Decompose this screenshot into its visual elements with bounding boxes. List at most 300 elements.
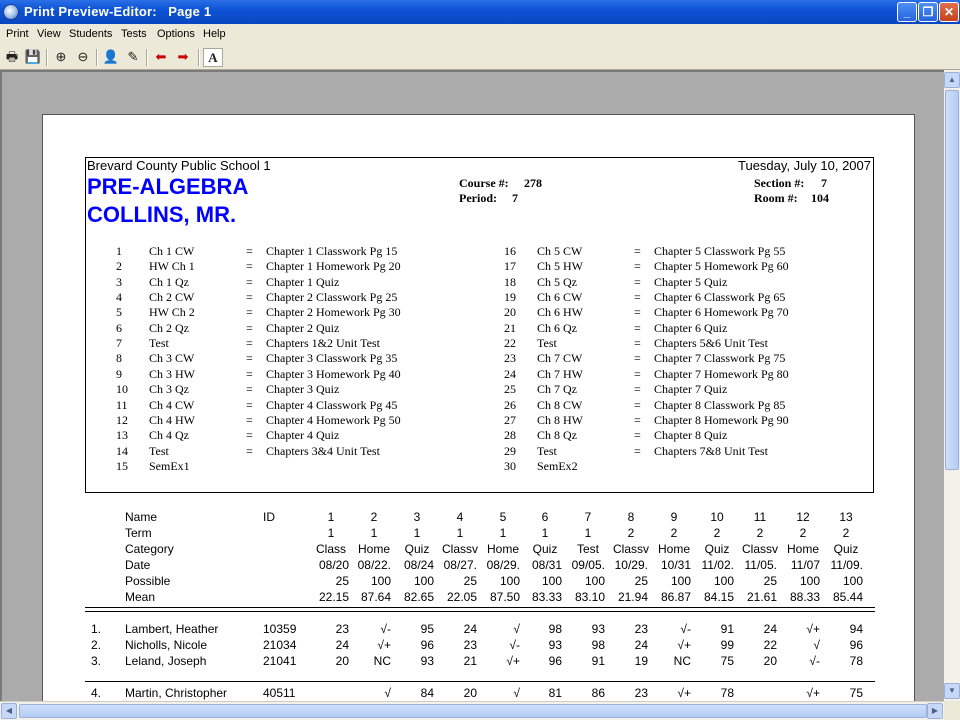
toolbar-separator (46, 49, 48, 66)
assignment-code: Test (537, 336, 557, 351)
student-score: √- (680, 622, 691, 636)
grid-header-cell: 83.10 (574, 590, 605, 604)
grid-header-cell: 83.33 (531, 590, 562, 604)
assignment-number: 28 (504, 428, 516, 443)
assignment-number: 1 (116, 244, 122, 258)
grid-header-cell: Quiz (404, 542, 430, 556)
grid-header-cell: Class (315, 542, 346, 556)
assignment-description: Chapter 3 Classwork Pg 35 (266, 351, 398, 366)
grid-header-cell: 11/02. (701, 558, 734, 572)
assignment-code: Ch 4 Qz (149, 428, 189, 443)
student-score: 23 (634, 622, 648, 636)
grid-header-cell: 22.05 (446, 590, 477, 604)
previous-page-icon[interactable]: ⬅ (155, 49, 167, 64)
menu-students[interactable]: Students (69, 28, 113, 40)
assignment-description: Chapters 1&2 Unit Test (266, 336, 380, 351)
grid-header-cell: 9 (670, 510, 678, 524)
zoom-out-icon[interactable]: ⊖ (77, 49, 89, 64)
vertical-scrollbar[interactable] (944, 70, 960, 701)
toolbar-separator (198, 49, 200, 66)
title-bar[interactable] (0, 0, 960, 24)
assignment-equals: = (634, 274, 641, 289)
grid-header-cell: 100 (670, 574, 691, 588)
course-name: PRE-ALGEBRA (87, 174, 249, 199)
grid-divider (85, 681, 875, 682)
report-date: Tuesday, July 10, 2007 (738, 158, 871, 173)
grid-header-cell: 1 (541, 526, 549, 540)
grid-header-cell: 2 (713, 526, 721, 540)
assignment-description: Chapters 7&8 Unit Test (654, 443, 768, 458)
assignment-equals: = (246, 274, 253, 289)
toolbar (0, 44, 960, 70)
student-score: √+ (677, 638, 691, 652)
grid-header-cell: 11/07 (790, 558, 820, 572)
assignment-code: Test (537, 443, 557, 458)
menu-print[interactable]: Print (6, 28, 29, 40)
assignment-equals: = (634, 259, 641, 274)
assignment-code: Ch 3 HW (149, 366, 195, 381)
assignment-number: 29 (504, 443, 516, 458)
grid-header-cell: 7 (584, 510, 592, 524)
student-score: 99 (720, 638, 734, 652)
grid-divider (85, 611, 875, 612)
student-score: 94 (849, 622, 863, 636)
grid-header-cell: 1 (456, 526, 464, 540)
grid-header-cell: 88.33 (789, 590, 820, 604)
assignment-number: 5 (116, 305, 122, 320)
grid-header-cell: 09/05. (571, 558, 605, 572)
grid-header-cell: 2 (670, 526, 678, 540)
student-score: 20 (335, 654, 349, 668)
grid-header-cell: 1 (327, 510, 335, 524)
assignment-description: Chapter 8 Classwork Pg 85 (654, 397, 786, 412)
grid-header-cell: Home (486, 542, 519, 556)
assignment-description: Chapter 1 Quiz (266, 274, 340, 289)
toolbar-separator (146, 49, 148, 66)
grid-header-cell: 12 (796, 510, 810, 524)
student-score: 78 (849, 654, 863, 668)
assignment-equals: = (634, 412, 641, 427)
student-score: 86 (591, 686, 605, 700)
assignment-equals: = (246, 351, 253, 366)
student-score: 24 (335, 638, 349, 652)
assignment-description: Chapter 3 Quiz (266, 382, 340, 397)
assignment-number: 19 (504, 290, 516, 305)
assignment-code: Ch 8 HW (537, 412, 583, 427)
assignment-description: Chapter 5 Quiz (654, 274, 728, 289)
assignment-number: 2 (116, 259, 122, 274)
assignment-equals: = (246, 320, 253, 335)
student-score: 95 (420, 622, 434, 636)
assignment-description: Chapter 7 Classwork Pg 75 (654, 351, 786, 366)
student-score: 20 (763, 654, 777, 668)
scroll-up-icon[interactable]: ▲ (944, 72, 960, 88)
close-button[interactable]: ✕ (939, 2, 959, 22)
assignment-equals: = (246, 244, 253, 258)
grid-header-cell: 82.65 (403, 590, 434, 604)
assignment-code: Ch 7 CW (537, 351, 583, 366)
assignment-equals: = (246, 366, 253, 381)
id-column-header: ID (263, 510, 275, 524)
assignment-equals: = (246, 382, 253, 397)
grid-row-label: Term (125, 526, 152, 540)
grid-header-cell: 86.87 (660, 590, 691, 604)
assignment-code: Ch 6 CW (537, 290, 583, 305)
teacher-icon[interactable]: 👤 (102, 49, 120, 64)
assignment-equals: = (634, 336, 641, 351)
student-index: 2. (91, 638, 102, 652)
student-score: √- (809, 654, 820, 668)
student-score: √- (509, 638, 520, 652)
assignment-equals: = (246, 290, 253, 305)
student-index: 3. (91, 654, 102, 668)
assignment-number: 3 (116, 274, 122, 289)
student-score: √+ (677, 686, 691, 700)
assignment-number: 6 (116, 320, 122, 335)
student-score: 96 (420, 638, 434, 652)
student-score: √+ (377, 638, 391, 652)
grid-row-label: Date (125, 558, 151, 572)
assignment-code: Ch 3 CW (149, 351, 195, 366)
assignment-number: 13 (116, 428, 128, 443)
assignment-description: Chapter 5 Homework Pg 60 (654, 259, 789, 274)
grid-header-cell: 08/27. (443, 558, 477, 572)
assignment-code: HW Ch 1 (149, 259, 195, 274)
student-score: 23 (463, 638, 477, 652)
student-id: 10359 (263, 622, 297, 636)
assignment-equals: = (246, 412, 253, 427)
preview-area[interactable] (0, 70, 944, 701)
assignment-code: Ch 6 Qz (537, 320, 577, 335)
grid-header-cell: Test (576, 542, 599, 556)
assignment-code: Ch 4 HW (149, 412, 195, 427)
grid-divider (85, 607, 875, 608)
report-header-box (85, 157, 874, 493)
grid-header-cell: 100 (370, 574, 391, 588)
assignment-number: 4 (116, 290, 122, 305)
zoom-in-icon[interactable]: ⊕ (55, 49, 67, 64)
assignment-equals: = (634, 244, 641, 258)
grid-header-cell: Home (357, 542, 390, 556)
school-name: Brevard County Public School 1 (87, 158, 271, 173)
student-score: 21 (463, 654, 477, 668)
teacher-name: COLLINS, MR. (87, 202, 237, 227)
student-score: 75 (849, 686, 863, 700)
assignment-equals: = (246, 336, 253, 351)
grid-header-cell: 2 (756, 526, 764, 540)
assignment-equals: = (634, 428, 641, 443)
student-score: 96 (548, 654, 562, 668)
assignment-equals: = (246, 305, 253, 320)
student-score: 19 (634, 654, 648, 668)
assignment-number: 8 (116, 351, 122, 366)
save-icon[interactable]: 💾 (24, 49, 42, 64)
grid-header-cell: 100 (713, 574, 734, 588)
grid-header-cell: 2 (842, 526, 850, 540)
assignment-number: 25 (504, 382, 516, 397)
student-score: 23 (634, 686, 648, 700)
horizontal-scroll-thumb[interactable] (19, 704, 927, 718)
assignment-description: Chapter 6 Homework Pg 70 (654, 305, 789, 320)
grid-header-cell: Classv (442, 542, 478, 556)
grid-header-cell: 100 (799, 574, 820, 588)
grid-header-cell: 25 (335, 574, 349, 588)
menu-tests[interactable]: Tests (121, 28, 147, 40)
student-score: 20 (463, 686, 477, 700)
student-score: NC (673, 654, 691, 668)
grid-header-cell: 84.15 (703, 590, 734, 604)
assignment-equals: = (246, 397, 253, 412)
student-score: 24 (463, 622, 477, 636)
student-score: 81 (548, 686, 562, 700)
grid-header-cell: 25 (763, 574, 777, 588)
student-name: Martin, Christopher (125, 686, 228, 700)
student-score: 78 (720, 686, 734, 700)
grid-header-cell: 100 (413, 574, 434, 588)
student-name: Nicholls, Nicole (125, 638, 208, 652)
student-index: 1. (91, 622, 102, 636)
size-grip (944, 701, 960, 720)
grid-header-cell: 11/05. (744, 558, 777, 572)
assignment-number: 16 (504, 244, 516, 258)
student-score: √ (513, 622, 520, 636)
section-value: 7 (821, 176, 827, 190)
assignment-description: Chapter 1 Classwork Pg 15 (266, 244, 398, 258)
menu-options[interactable]: Options (157, 28, 195, 40)
grid-row-label: Possible (125, 574, 171, 588)
menu-view[interactable]: View (37, 28, 61, 40)
grid-header-cell: Quiz (833, 542, 859, 556)
assignment-number: 18 (504, 274, 516, 289)
grid-header-cell: 21.94 (617, 590, 648, 604)
assignment-code: SemEx1 (149, 458, 190, 473)
assignment-number: 12 (116, 412, 128, 427)
student-score: 75 (720, 654, 734, 668)
grid-row-label: Mean (125, 590, 156, 604)
student-score: 22 (763, 638, 777, 652)
assignment-number: 11 (116, 397, 128, 412)
grid-row-label: Name (125, 510, 158, 524)
student-score: 24 (634, 638, 648, 652)
assignment-number: 30 (504, 458, 516, 473)
assignment-number: 26 (504, 397, 516, 412)
student-score: 98 (591, 638, 605, 652)
student-name: Lambert, Heather (125, 622, 219, 636)
grid-header-cell: 22.15 (318, 590, 349, 604)
student-score: 91 (720, 622, 734, 636)
grid-header-cell: 100 (541, 574, 562, 588)
student-score: NC (373, 654, 391, 668)
assignment-equals: = (634, 305, 641, 320)
assignment-number: 15 (116, 458, 128, 473)
student-score: √ (813, 638, 820, 652)
next-page-icon[interactable]: ➡ (177, 49, 189, 64)
assignment-description: Chapter 7 Homework Pg 80 (654, 366, 789, 381)
scroll-left-icon[interactable]: ◀ (1, 703, 17, 719)
assignment-code: Ch 7 Qz (537, 382, 577, 397)
assignment-number: 10 (116, 382, 128, 397)
assignment-code: Test (149, 336, 169, 351)
grid-header-cell: 08/31 (531, 558, 562, 572)
assignment-number: 7 (116, 336, 122, 351)
assignment-description: Chapter 4 Classwork Pg 45 (266, 397, 398, 412)
font-icon[interactable]: A (203, 48, 223, 67)
assignment-code: Ch 5 HW (537, 259, 583, 274)
assignment-equals: = (634, 443, 641, 458)
student-score: √- (380, 622, 391, 636)
student-score: 93 (591, 622, 605, 636)
grid-header-cell: 87.50 (489, 590, 520, 604)
assignment-description: Chapter 8 Homework Pg 90 (654, 412, 789, 427)
assignment-code: Ch 2 CW (149, 290, 195, 305)
grid-header-cell: 1 (327, 526, 335, 540)
assignment-number: 20 (504, 305, 516, 320)
grid-header-cell: 4 (456, 510, 464, 524)
grid-header-cell: 2 (370, 510, 378, 524)
grid-header-cell: 25 (634, 574, 648, 588)
room-label: Room #: (754, 191, 798, 205)
maximize-button[interactable]: ❐ (918, 2, 938, 22)
scroll-right-icon[interactable]: ▶ (927, 703, 943, 719)
assignment-description: Chapter 2 Quiz (266, 320, 340, 335)
window-title: Print Preview-Editor: Page 1 (24, 4, 212, 19)
assignment-number: 27 (504, 412, 516, 427)
grid-header-cell: 100 (842, 574, 863, 588)
app-icon[interactable] (3, 4, 19, 20)
assignment-equals: = (634, 382, 641, 397)
toolbar-separator (96, 49, 98, 66)
grid-header-cell: 100 (584, 574, 605, 588)
print-icon[interactable]: 🖶 (5, 49, 19, 64)
assignment-description: Chapter 4 Quiz (266, 428, 340, 443)
grid-header-cell: Home (786, 542, 819, 556)
period-label: Period: (459, 191, 497, 205)
assignment-code: Ch 5 CW (537, 244, 583, 258)
assignment-code: Ch 1 Qz (149, 274, 189, 289)
assignment-description: Chapter 2 Homework Pg 30 (266, 305, 401, 320)
assignment-equals: = (634, 320, 641, 335)
assignment-number: 17 (504, 259, 516, 274)
report-page (42, 114, 915, 701)
assignment-equals: = (634, 351, 641, 366)
assignment-number: 22 (504, 336, 516, 351)
grid-header-cell: 1 (413, 526, 421, 540)
edit-icon[interactable]: ✎ (127, 49, 139, 64)
grid-header-cell: 08/20 (318, 558, 349, 572)
course-value: 278 (524, 176, 542, 190)
assignment-description: Chapters 5&6 Unit Test (654, 336, 768, 351)
student-score: √+ (806, 622, 820, 636)
assignment-code: Ch 7 HW (537, 366, 583, 381)
assignment-code: Ch 5 Qz (537, 274, 577, 289)
student-name: Leland, Joseph (125, 654, 207, 668)
grid-header-cell: 11/09. (830, 558, 863, 572)
menu-help[interactable]: Help (203, 28, 226, 40)
grid-header-cell: Classv (742, 542, 778, 556)
scroll-down-icon[interactable]: ▼ (944, 683, 960, 699)
grid-header-cell: Quiz (704, 542, 730, 556)
grid-header-cell: 08/22. (357, 558, 391, 572)
student-id: 21034 (263, 638, 297, 652)
student-score: √+ (506, 654, 520, 668)
grid-header-cell: Quiz (532, 542, 558, 556)
student-id: 40511 (263, 686, 296, 700)
grid-header-cell: 10/29. (614, 558, 648, 572)
horizontal-scrollbar[interactable] (0, 701, 944, 720)
assignment-description: Chapter 8 Quiz (654, 428, 728, 443)
grid-header-cell: Home (657, 542, 690, 556)
grid-row-label: Category (125, 542, 174, 556)
student-score: 93 (420, 654, 434, 668)
assignment-code: Ch 6 HW (537, 305, 583, 320)
grid-header-cell: Classv (613, 542, 649, 556)
assignment-description: Chapter 5 Classwork Pg 55 (654, 244, 786, 258)
grid-header-cell: 6 (541, 510, 549, 524)
course-label: Course #: (459, 176, 509, 190)
grid-header-cell: 1 (584, 526, 592, 540)
student-index: 4. (91, 686, 102, 700)
assignment-description: Chapters 3&4 Unit Test (266, 443, 380, 458)
assignment-description: Chapter 6 Classwork Pg 65 (654, 290, 786, 305)
assignment-code: Ch 2 Qz (149, 320, 189, 335)
grid-header-cell: 11 (753, 510, 767, 524)
grid-header-cell: 10 (710, 510, 724, 524)
grid-header-cell: 1 (370, 526, 378, 540)
assignment-code: Ch 8 CW (537, 397, 583, 412)
grid-header-cell: 2 (627, 526, 635, 540)
grid-header-cell: 85.44 (832, 590, 863, 604)
assignment-number: 14 (116, 443, 128, 458)
assignment-equals: = (634, 366, 641, 381)
assignment-description: Chapter 2 Classwork Pg 25 (266, 290, 398, 305)
grid-header-cell: 08/29. (486, 558, 520, 572)
assignment-code: Ch 8 Qz (537, 428, 577, 443)
student-score: 93 (548, 638, 562, 652)
assignment-equals: = (246, 443, 253, 458)
assignment-equals: = (634, 397, 641, 412)
grid-header-cell: 5 (499, 510, 507, 524)
assignment-equals: = (634, 290, 641, 305)
section-label: Section #: (754, 176, 805, 190)
minimize-button[interactable]: _ (897, 2, 917, 22)
assignment-description: Chapter 7 Quiz (654, 382, 728, 397)
student-score: 96 (849, 638, 863, 652)
grid-header-cell: 21.61 (746, 590, 777, 604)
grid-header-cell: 10/31 (660, 558, 691, 572)
grid-header-cell: 2 (799, 526, 807, 540)
vertical-scroll-thumb[interactable] (945, 90, 959, 470)
student-id: 21041 (263, 654, 297, 668)
assignment-code: HW Ch 2 (149, 305, 195, 320)
assignment-number: 9 (116, 366, 122, 381)
grid-header-cell: 13 (839, 510, 853, 524)
period-value: 7 (512, 191, 518, 205)
assignment-description: Chapter 4 Homework Pg 50 (266, 412, 401, 427)
assignment-equals: = (246, 428, 253, 443)
grid-header-cell: 1 (499, 526, 507, 540)
student-score: 24 (763, 622, 777, 636)
grid-header-cell: 3 (413, 510, 421, 524)
assignment-number: 23 (504, 351, 516, 366)
assignment-number: 21 (504, 320, 516, 335)
assignment-code: Ch 4 CW (149, 397, 195, 412)
menu-bar (0, 24, 960, 44)
assignment-description: Chapter 6 Quiz (654, 320, 728, 335)
assignment-description: Chapter 3 Homework Pg 40 (266, 366, 401, 381)
grid-header-cell: 87.64 (360, 590, 391, 604)
grid-header-cell: 08/24 (403, 558, 434, 572)
grid-header-cell: 8 (627, 510, 635, 524)
